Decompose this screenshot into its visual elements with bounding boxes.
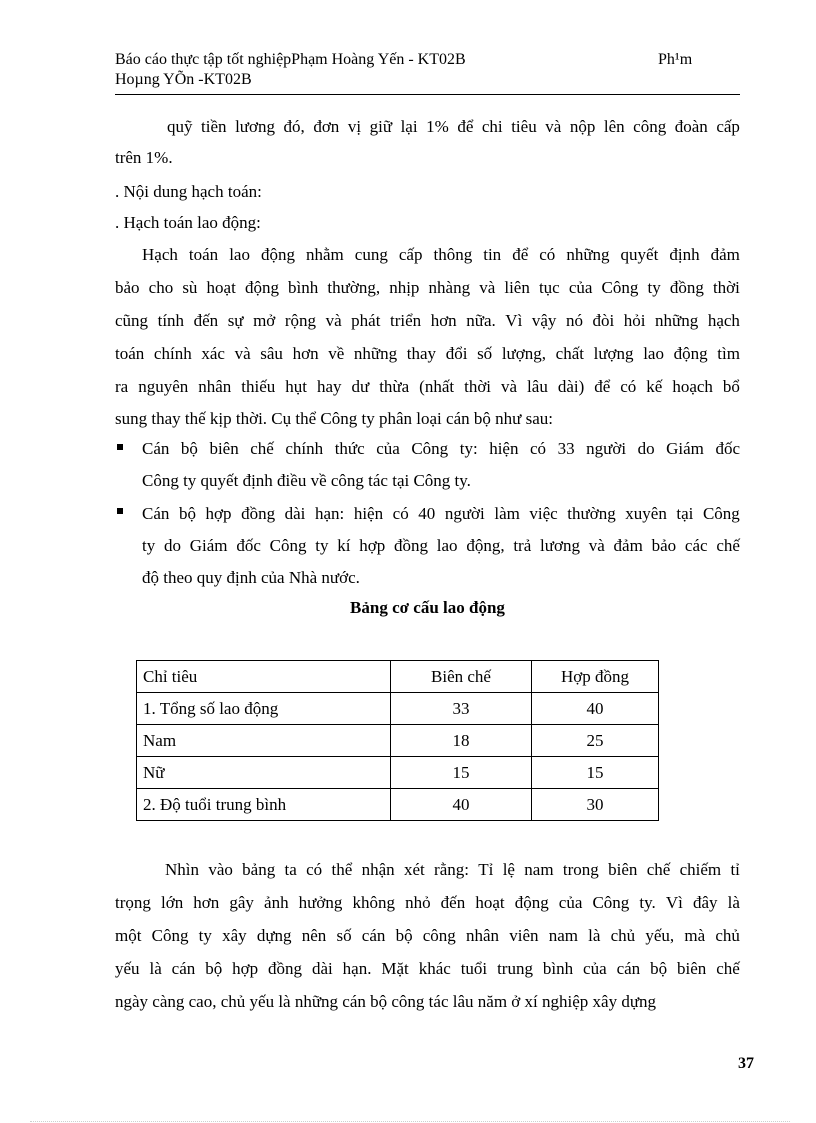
bullet-line: ty do Giám đốc Công ty kí hợp đồng lao động, trả lương và đảm bảo các chế — [142, 536, 740, 555]
table-header-cell: Hợp đồng — [532, 661, 659, 693]
paragraph-line: bảo cho sù hoạt động bình thường, nhịp nhàng và liên tục của Công ty đồng thời — [115, 278, 740, 297]
bullet-line: độ theo quy định của Nhà nước. — [142, 568, 360, 587]
bullet-line: Công ty quyết định điều về công tác tại Công ty. — [142, 471, 471, 490]
page-header — [115, 50, 740, 95]
paragraph-line: yếu là cán bộ hợp đồng dài hạn. Mặt khác tuổi trung bình của cán bộ biên chế — [115, 959, 740, 978]
table-header-cell: Biên chế — [391, 661, 532, 693]
header-right-text: Ph¹m — [658, 51, 693, 68]
table-cell: 15 — [391, 757, 532, 789]
table-cell: 18 — [391, 725, 532, 757]
bullet-line: Cán bộ hợp đồng dài hạn: hiện có 40 người làm việc thường xuyên tại Công — [142, 504, 740, 523]
paragraph-line: quỹ tiền lương đó, đơn vị giữ lại 1% để chi tiêu và nộp lên công đoàn cấp — [167, 117, 740, 136]
table-header-cell: Chỉ tiêu — [137, 661, 391, 693]
bullet-line: Cán bộ biên chế chính thức của Công ty: hiện có 33 người do Giám đốc — [142, 439, 740, 458]
paragraph-line: một Công ty xây dựng nên số cán bộ công nhân viên nam là chủ yếu, mà chủ — [115, 926, 740, 945]
header-title: Báo cáo thực tập tốt nghiệpPhạm Hoàng Yến - KT02B — [115, 51, 466, 68]
paragraph-line: ngày càng cao, chủ yếu là những cán bộ công tác lâu năm ở xí nghiệp xây dựng — [115, 992, 657, 1011]
labor-structure-table — [136, 660, 659, 821]
paragraph-line: Nhìn vào bảng ta có thể nhận xét rằng: Tỉ lệ nam trong biên chế chiếm tỉ — [165, 860, 740, 879]
page-number: 37 — [738, 1055, 754, 1072]
table-title: Bảng cơ cấu lao động — [350, 598, 505, 617]
bullet-square-icon — [117, 444, 123, 450]
table-cell: 1. Tổng số lao động — [137, 693, 391, 725]
table-row — [137, 693, 659, 725]
paragraph-line: trên 1%. — [115, 148, 173, 167]
table-row — [137, 757, 659, 789]
paragraph-line: toán chính xác và sâu hơn về những thay đổi số lượng, chất lượng lao động tìm — [115, 344, 740, 363]
table-row — [137, 789, 659, 821]
paragraph-line: sung thay thế kịp thời. Cụ thể Công ty phân loại cán bộ như sau: — [115, 409, 553, 428]
table-cell: 33 — [391, 693, 532, 725]
table-cell: Nữ — [137, 757, 391, 789]
footer-divider — [30, 1121, 790, 1122]
table-cell: 40 — [532, 693, 659, 725]
table-cell: Nam — [137, 725, 391, 757]
table-row — [137, 725, 659, 757]
header-subtitle: Hoµng YÕn -KT02B — [115, 71, 252, 88]
table-cell: 15 — [532, 757, 659, 789]
paragraph-line: cũng tính đến sự mở rộng và phát triển hơn nữa. Vì vậy nó đòi hỏi những hạch — [115, 311, 740, 330]
section-heading: . Nội dung hạch toán: — [115, 182, 262, 201]
paragraph-line: Hạch toán lao động nhằm cung cấp thông tin để có những quyết định đảm — [142, 245, 740, 264]
bullet-square-icon — [117, 508, 123, 514]
table-cell: 25 — [532, 725, 659, 757]
table-cell: 40 — [391, 789, 532, 821]
table-cell: 30 — [532, 789, 659, 821]
paragraph-line: ra nguyên nhân thiếu hụt hay dư thừa (nhất thời và lâu dài) để có kế hoạch bổ — [115, 377, 740, 396]
section-heading: . Hạch toán lao động: — [115, 213, 261, 232]
paragraph-line: trọng lớn hơn gây ảnh hưởng không nhỏ đến hoạt động của Công ty. Vì đây là — [115, 893, 740, 912]
table-header-row — [137, 661, 659, 693]
table-cell: 2. Độ tuổi trung bình — [137, 789, 391, 821]
